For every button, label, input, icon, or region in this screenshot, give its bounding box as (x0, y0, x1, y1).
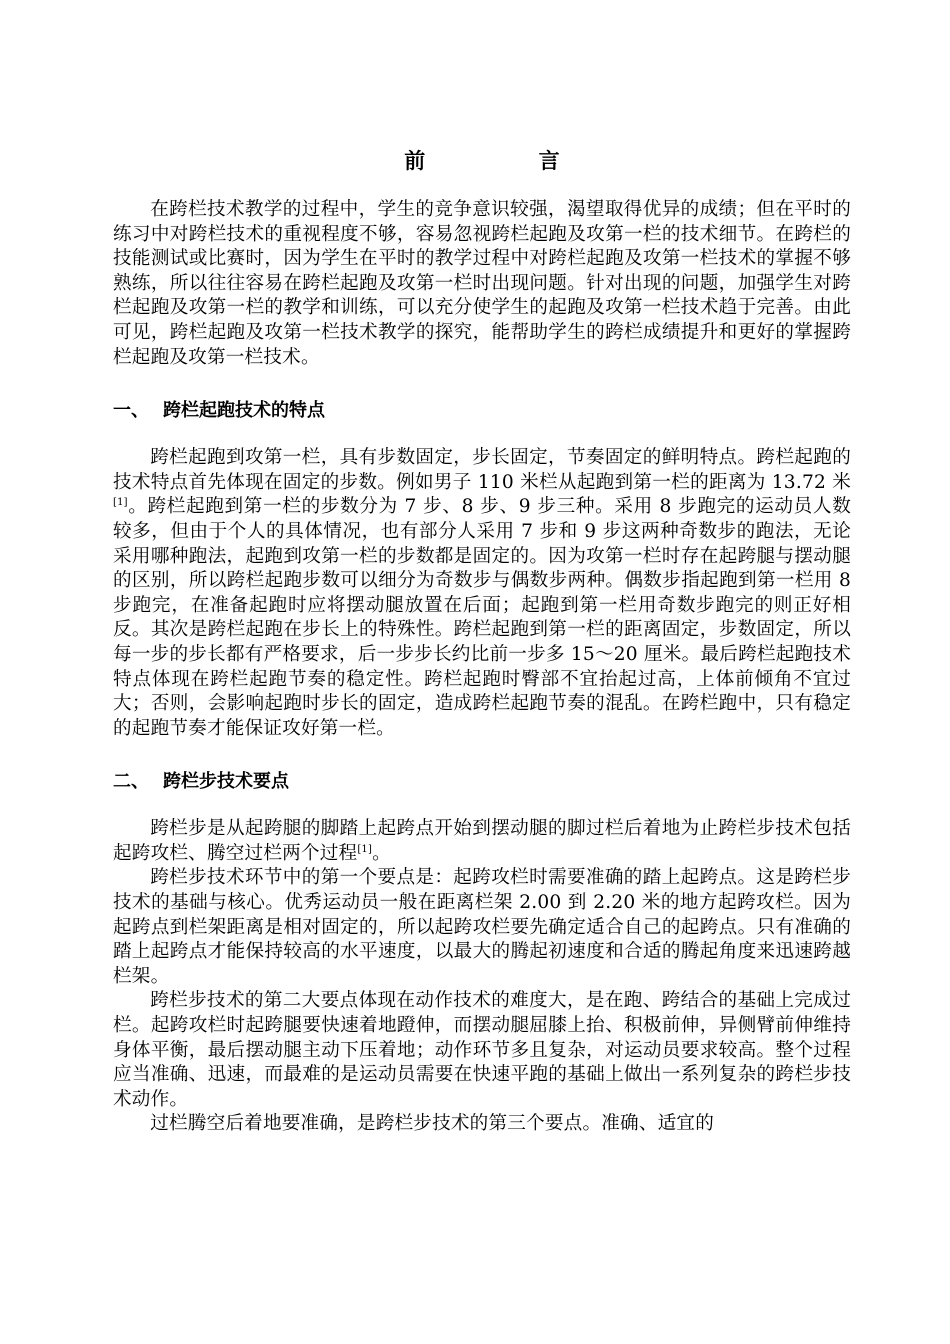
section1-paragraph (113, 446, 851, 741)
paragraph-text: 跨栏步是从起跨腿的脚踏上起跨点开始到摆动腿的脚过栏后着地为止跨栏步技术包括起跨攻栏、腾空过栏两个过程 (113, 818, 851, 864)
paragraph-text: 跨栏起跑到攻第一栏，具有步数固定，步长固定，节奏固定的鲜明特点。跨栏起跑的技术特点首先体现在固定的步数。例如男子 110 米栏从起跑到第一栏的距离为 13.72 米 (113, 447, 851, 493)
preface-paragraph: 在跨栏技术教学的过程中，学生的竞争意识较强，渴望取得优异的成绩；但在平时的练习中对跨栏技术的重视程度不够，容易忽视跨栏起跑及攻第一栏的技术细节。在跨栏的技能测试或比赛时，因为学生在平时的教学过程中对跨栏起跑及攻第一栏技术的掌握不够熟练，所以往往容易在跨栏起跑及攻第一栏时出现问题。针对出现的问题，加强学生对跨栏起跑及攻第一栏的教学和训练，可以充分使学生的起跑及攻第一栏技术趋于完善。由此可见，跨栏起跑及攻第一栏技术教学的探究，能帮助学生的跨栏成绩提升和更好的掌握跨栏起跑及攻第一栏技术。 (113, 199, 851, 368)
section-number: 二、 (113, 771, 149, 793)
citation-reference[interactable]: [1] (113, 497, 128, 509)
section-heading-1 (113, 398, 851, 424)
section2-paragraph: 跨栏步技术环节中的第一个要点是：起跨攻栏时需要准确的踏上起跨点。这是跨栏步技术的基础与核心。优秀运动员一般在距离栏架 2.00 到 2.20 米的地方起跨攻栏。因为起跨点到栏架距离是相对固定的，所以起跨攻栏要先确定适合自己的起跨点。只有准确的踏上起跨点才能保持较高的水平速度，以最大的腾起初速度和合适的腾起角度来迅速跨越栏架。 (113, 867, 851, 987)
citation-reference[interactable]: [1] (357, 843, 373, 855)
document-body (113, 146, 851, 1137)
section2-paragraph: 跨栏步技术的第二大要点体现在动作技术的难度大，是在跑、跨结合的基础上完成过栏。起跨攻栏时起跨腿要快速着地蹬伸，而摆动腿屈膝上抬、积极前伸，异侧臂前伸维持身体平衡，最后摆动腿主动下压着地；动作环节多且复杂，对运动员要求较高。整个过程应当准确、迅速，而最难的是运动员需要在快速平跑的基础上做出一系列复杂的跨栏步技术动作。 (113, 990, 851, 1110)
section2-paragraph: 过栏腾空后着地要准确，是跨栏步技术的第三个要点。准确、适宜的 (150, 1113, 715, 1135)
paragraph-text: 。 (372, 842, 391, 864)
section-title: 跨栏起跑技术的特点 (163, 400, 325, 422)
section-heading-2 (113, 769, 851, 795)
section-title: 跨栏步技术要点 (163, 771, 289, 793)
section2-paragraph (113, 817, 851, 866)
page-title: 前 言 (404, 149, 606, 173)
paragraph-text: 。跨栏起跑到第一栏的步数分为 7 步、8 步、9 步三种。采用 8 步跑完的运动员人数较多，但由于个人的具体情况，也有部分人采用 7 步和 9 步这两种奇数步的跑法，无论采用哪种跑法，起跑到攻第一栏的步数都是固定的。因为攻第一栏时存在起跨腿与摆动腿的区别，所以跨栏起跑步数可以细分为奇数步与偶数步两种。偶数步指起跑到第一栏用 8 步跑完，在准备起跑时应将摆动腿放置在后面；起跑到第一栏用奇数步跑完的则正好相反。其次是跨栏起跑在步长上的特殊性。跨栏起跑到第一栏的距离固定，步数固定，所以每一步的步长都有严格要求，后一步步长约比前一步多 15～20 厘米。最后跨栏起跑技术特点体现在跨栏起跑节奏的稳定性。跨栏起跑时臀部不宜抬起过高，上体前倾角不宜过大；否则，会影响起跑时步长的固定，造成跨栏起跑节奏的混乱。在跨栏跑中，只有稳定的起跑节奏才能保证攻好第一栏。 (113, 496, 851, 739)
section-number: 一、 (113, 400, 149, 422)
